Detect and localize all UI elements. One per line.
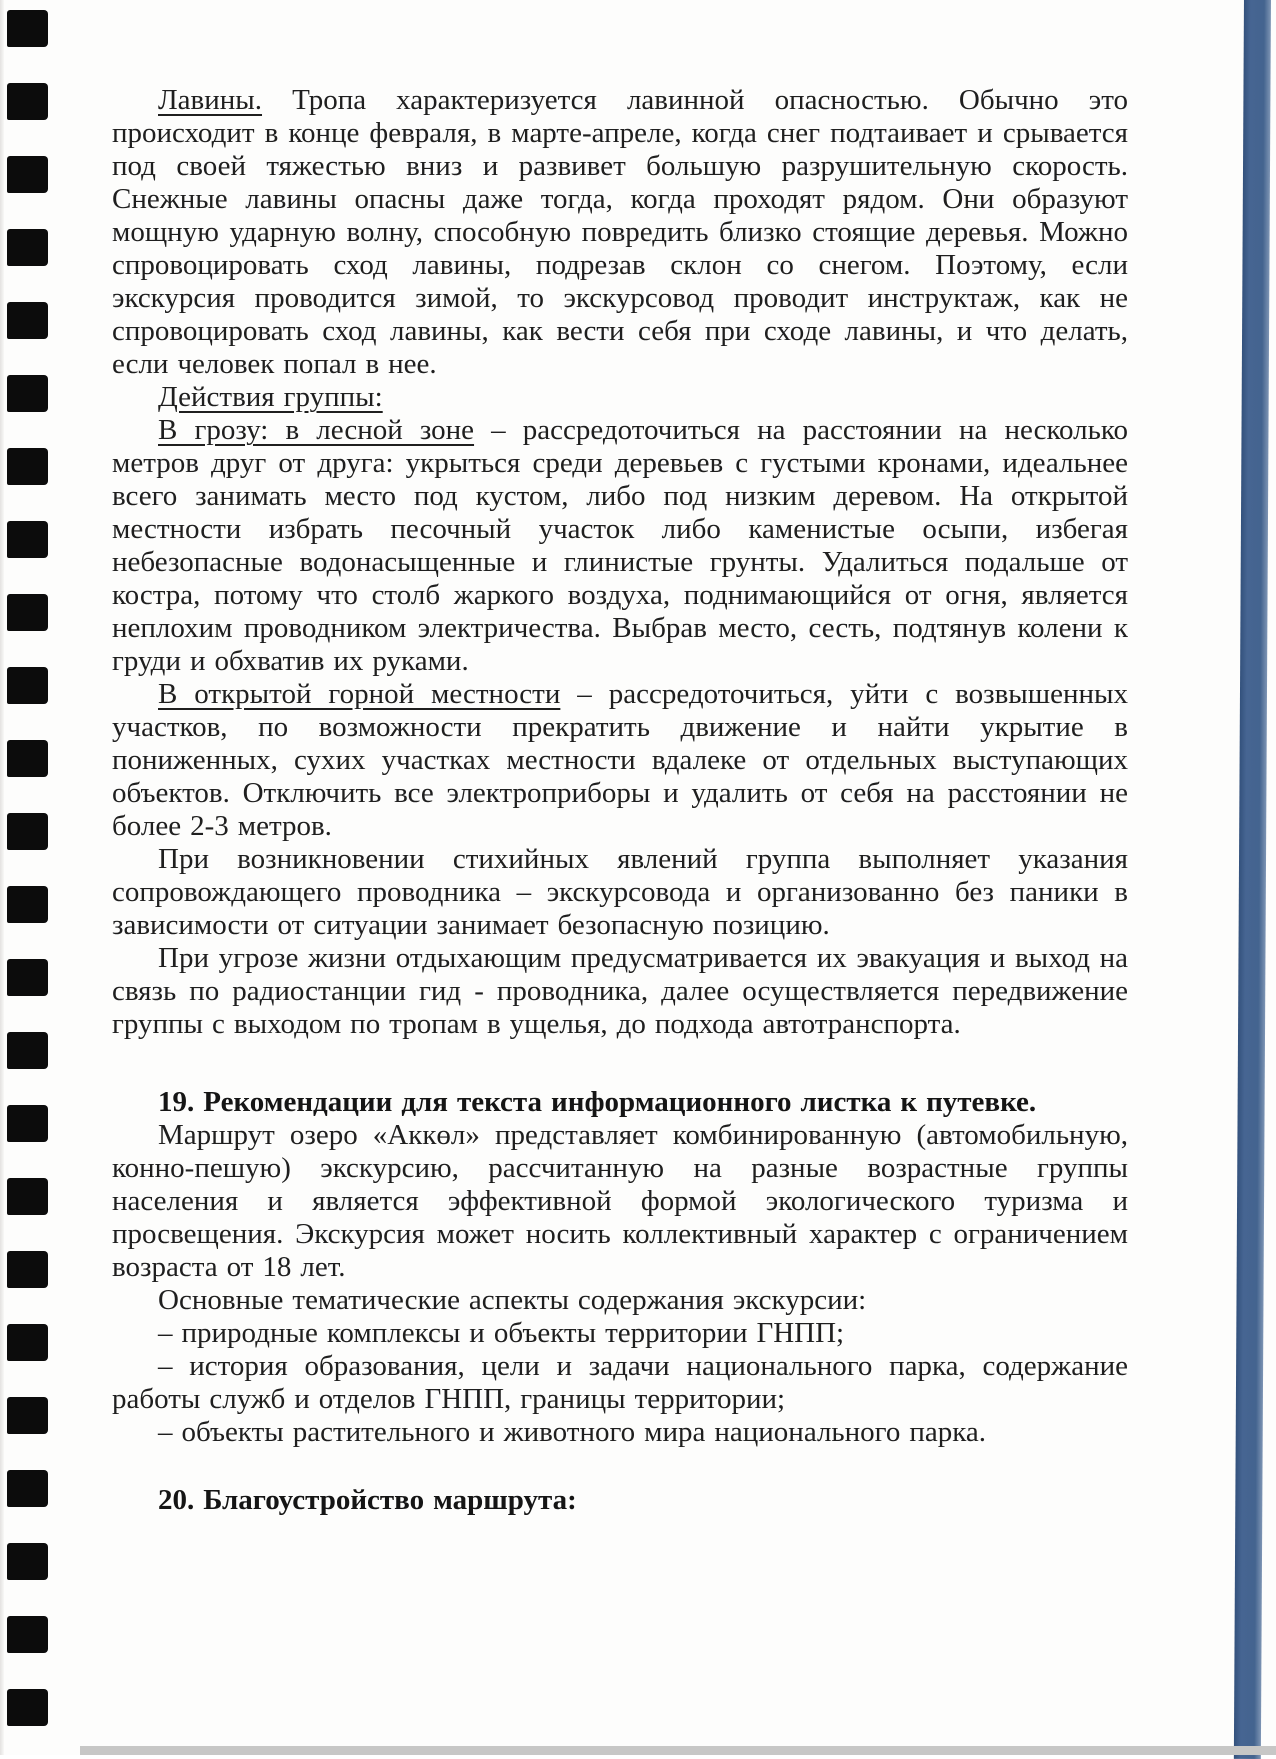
paragraph-open-mountain — [112, 678, 1128, 843]
binding-hole — [7, 1470, 48, 1507]
paragraph-text: – рассредоточиться на расстоянии на несколько метров друг от друга: укрыться среди деревьев с густыми кронами, идеальнее всего занимать место под кустом, либо под низким деревом. На открытой местности избрать песочный участок либо каменистые осыпи, избегая небезопасные водонасыщенные и глинистые грунты. Удалиться подальше от костра, потому что столб жаркого воздуха, поднимающийся от огня, является неплохим проводником электричества. Выбрав место, сесть, подтянув колени к груди и обхватив их руками. — [112, 414, 1128, 677]
binding-hole — [7, 959, 48, 996]
paragraph-group-actions — [112, 381, 1128, 414]
binding-hole — [7, 1105, 48, 1142]
bullet-nature-complexes: – природные комплексы и объекты территории ГНПП; — [158, 1317, 845, 1349]
binding-hole — [7, 886, 48, 923]
underlined-lead-open-mountain: В открытой горной местности — [158, 678, 561, 710]
bullet-flora-fauna: – объекты растительного и животного мира национального парка. — [158, 1416, 986, 1448]
binding-hole — [7, 83, 48, 120]
cover-edge-strip — [1234, 0, 1271, 1759]
binding-hole — [7, 813, 48, 850]
binding-hole — [7, 1689, 48, 1726]
document-text — [112, 84, 1128, 1517]
binding-hole — [7, 1324, 48, 1361]
paragraph-natural-events: При возникновении стихийных явлений группа выполняет указания сопровождающего проводника – экскурсовода и организованно без паники в зависимости от ситуации занимает безопасную позицию. — [112, 843, 1128, 941]
section-20-heading: 20. Благоустройство маршрута: — [158, 1484, 577, 1516]
binding-hole — [7, 1251, 48, 1288]
binding-hole — [7, 448, 48, 485]
binding-hole — [7, 10, 48, 47]
paragraph-thunderstorm-forest — [112, 414, 1128, 678]
section-19-heading: 19. Рекомендации для текста информационного листка к путевке. — [158, 1086, 1037, 1118]
binding-hole — [7, 521, 48, 558]
binding-hole — [7, 1397, 48, 1434]
binding-hole — [7, 229, 48, 266]
binding-hole — [7, 594, 48, 631]
binding-hole — [7, 740, 48, 777]
binding-hole — [7, 302, 48, 339]
binding-hole — [7, 1543, 48, 1580]
binding-hole — [7, 1616, 48, 1653]
binding-hole — [7, 1178, 48, 1215]
binding-hole — [7, 156, 48, 193]
paragraph-evacuation: При угрозе жизни отдыхающим предусматривается их эвакуация и выход на связь по радиостанции гид - проводника, далее осуществляется передвижение группы с выходом по тропам в ущелья, до подхода автотранспорта. — [112, 942, 1128, 1040]
underlined-lead-group-actions: Действия группы: — [158, 381, 383, 413]
paragraph-route-description: Маршрут озеро «Аккөл» представляет комбинированную (автомобильную, конно-пешую) экскурсию, рассчитанную на разные возрастные группы населения и является эффективной формой экологического туризма и просвещения. Экскурсия может носить коллективный характер с ограничением возраста от 18 лет. — [112, 1119, 1128, 1283]
binding-hole — [7, 667, 48, 704]
paragraph-avalanches — [112, 84, 1128, 381]
binding-combs — [0, 0, 60, 1755]
binding-hole — [7, 375, 48, 412]
underlined-lead-thunderstorm-forest: В грозу: в лесной зоне — [158, 414, 475, 446]
paragraph-text: – рассредоточиться, уйти с возвышенных участков, по возможности прекратить движение и найти укрытие в пониженных, сухих участках местности вдалеке от отдельных выступающих объектов. Отключить все электроприборы и удалить от себя на расстоянии не более 2-3 метров. — [112, 678, 1128, 842]
paragraph-text: Тропа характеризуется лавинной опасностью. Обычно это происходит в конце февраля, в марте-апреле, когда снег подтаивает и срывается под своей тяжестью вниз и развивет большую разрушительную скорость. Снежные лавины опасны даже тогда, когда проходят рядом. Они образуют мощную ударную волну, способную повредить близко стоящие деревья. Можно спровоцировать сход лавины, подрезав склон со снегом. Поэтому, если экскурсия проводится зимой, то экскурсовод проводит инструктаж, как не спровоцировать сход лавины, как вести себя при сходе лавины, и что делать, если человек попал в нее. — [112, 84, 1128, 380]
scan-bottom-edge — [80, 1746, 1276, 1755]
paragraph-aspects-label: Основные тематические аспекты содержания экскурсии: — [158, 1284, 867, 1316]
underlined-lead-avalanches: Лавины. — [158, 84, 263, 116]
bullet-park-history: – история образования, цели и задачи национального парка, содержание работы служб и отделов ГНПП, границы территории; — [112, 1350, 1128, 1415]
binding-hole — [7, 1032, 48, 1069]
